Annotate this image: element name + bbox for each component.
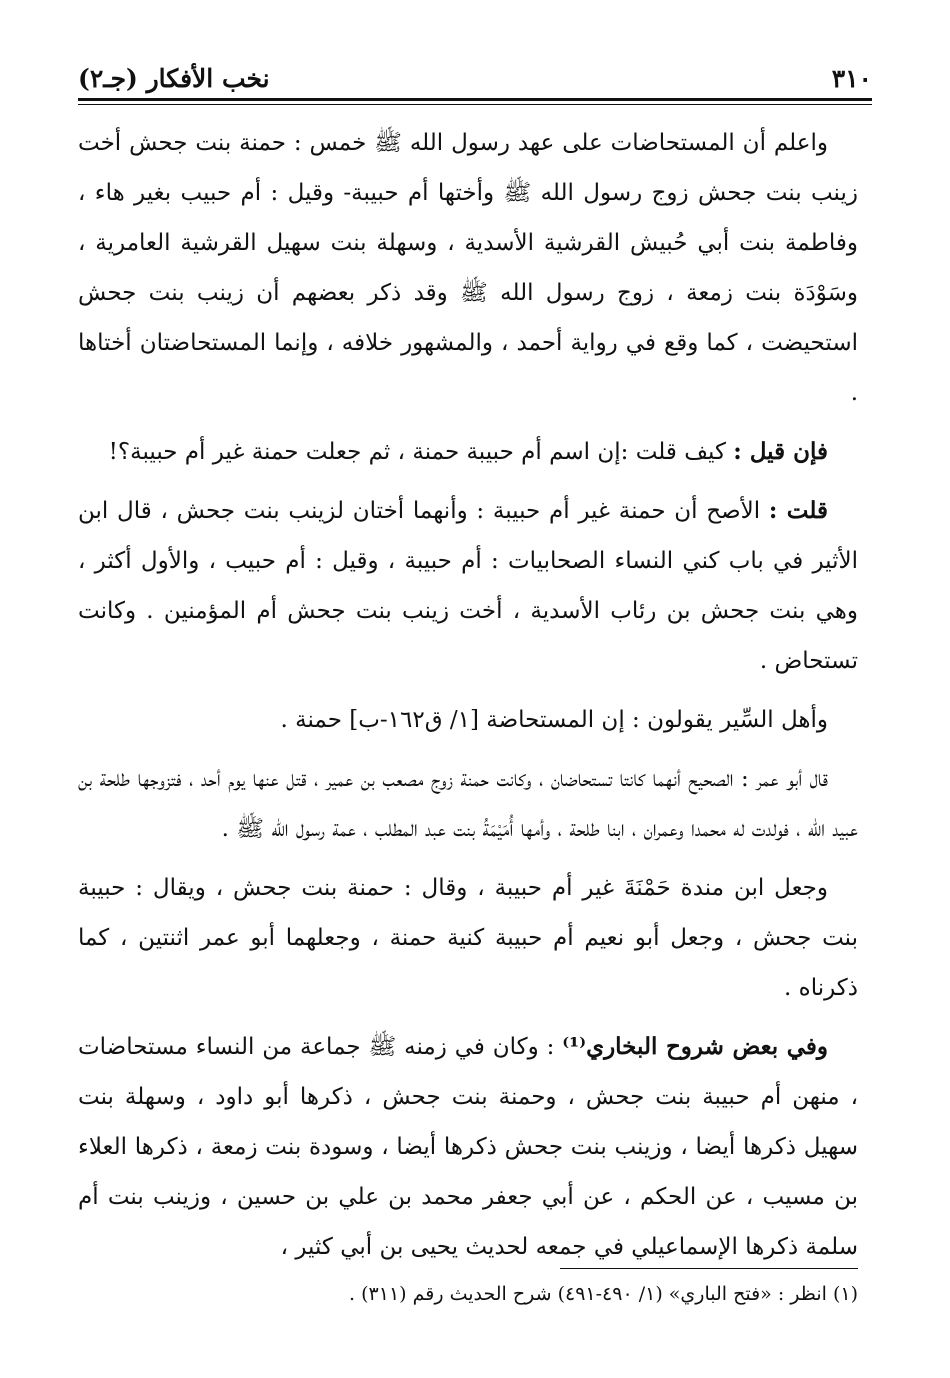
paragraph-7: [78, 1022, 858, 1272]
paragraph-3: [78, 486, 858, 686]
footnote: (١) انظر : «فتح الباري» (١/ ٤٩٠-٤٩١) شرح الحديث رقم (٣١١) .: [349, 1283, 858, 1305]
paragraph-4: [78, 695, 858, 745]
book-title: نخب الأفكار (جـ٢): [78, 63, 270, 93]
paragraph-2: [78, 427, 858, 477]
paragraph-text: قال أبو عمر : الصحيح أنهما كانتا تستحاضان ، وكانت حمنة زوج مصعب بن عمير ، قتل عنها يوم أحد ، فتزوجها طلحة بن عبيد الله ، فولدت له محمدا وعمران ، ابنا طلحة ، وأمها أُمَيْمَةُ بنت عبد المطلب ، عمة رسول الله ﷺ .: [78, 766, 858, 842]
paragraph-lead: فإن قيل :: [733, 438, 828, 465]
footnote-rule: [560, 1268, 858, 1269]
paragraph-text: وأهل السِّير يقولون : إن المستحاضة [١/ ق١٦٢-ب] حمنة .: [280, 707, 828, 733]
running-header: [78, 55, 872, 101]
paragraph-text: واعلم أن المستحاضات على عهد رسول الله ﷺ خمس : حمنة بنت جحش أخت زينب بنت جحش زوج رسول الله ﷺ وأختها أم حبيبة- وقيل : أم حبيب بغير هاء ، وفاطمة بنت أبي حُبيش القرشية الأسدية ، وسهلة بنت سهيل القرشية العامرية ، وسَوْدَة بنت زمعة ، زوج رسول الله ﷺ وقد ذكر بعضهم أن زينب بنت جحش استحيضت ، كما وقع في رواية أحمد ، والمشهور خلافه ، وإنما المستحاضتان أختاها .: [78, 130, 858, 406]
paragraph-lead: وفي بعض شروح البخاري⁽¹⁾: [562, 1033, 828, 1060]
paragraph-text: : وكان في زمنه ﷺ جماعة من النساء مستحاضات ، منهن أم حبيبة بنت جحش ، وحمنة بنت جحش ، ذكرها أبو داود ، وسهلة بنت سهيل ذكرها أيضا ، وزينب بنت جحش ذكرها أيضا ، وسودة بنت زمعة ، ذكرها العلاء بن مسيب ، عن الحكم ، عن أبي جعفر محمد بن علي بن حسين ، وزينب بنت أم سلمة ذكرها الإسماعيلي في جمعه لحديث يحيى بن أبي كثير ،: [78, 1034, 858, 1260]
paragraph-text: وجعل ابن مندة حَمْنَةَ غير أم حبيبة ، وقال : حمنة بنت جحش ، ويقال : حبيبة بنت جحش ، وجعل أبو نعيم أم حبيبة كنية حمنة ، وجعلهما أبو عمر اثنتين ، كما ذكرناه .: [78, 875, 858, 1001]
paragraph-text: الأصح أن حمنة غير أم حبيبة : وأنهما أختان لزينب بنت جحش ، قال ابن الأثير في باب كني النساء الصحابيات : أم حبيبة ، وقيل : أم حبيب ، والأول أكثر ، وهي بنت جحش بن رئاب الأسدية ، أخت زينب بنت جحش أم المؤمنين . وكانت تستحاض .: [78, 498, 858, 674]
paragraph-text: كيف قلت :إن اسم أم حبيبة حمنة ، ثم جعلت حمنة غير أم حبيبة؟!: [108, 439, 734, 465]
header-rule-thick: [78, 98, 872, 101]
paragraph-lead: قلت :: [768, 497, 828, 524]
paragraph-1: [78, 118, 858, 418]
page-number: ٣١٠: [831, 63, 872, 93]
header-rule-thin: [78, 104, 872, 105]
main-text: [78, 118, 858, 1281]
paragraph-6: [78, 863, 858, 1013]
paragraph-5: [78, 754, 858, 854]
